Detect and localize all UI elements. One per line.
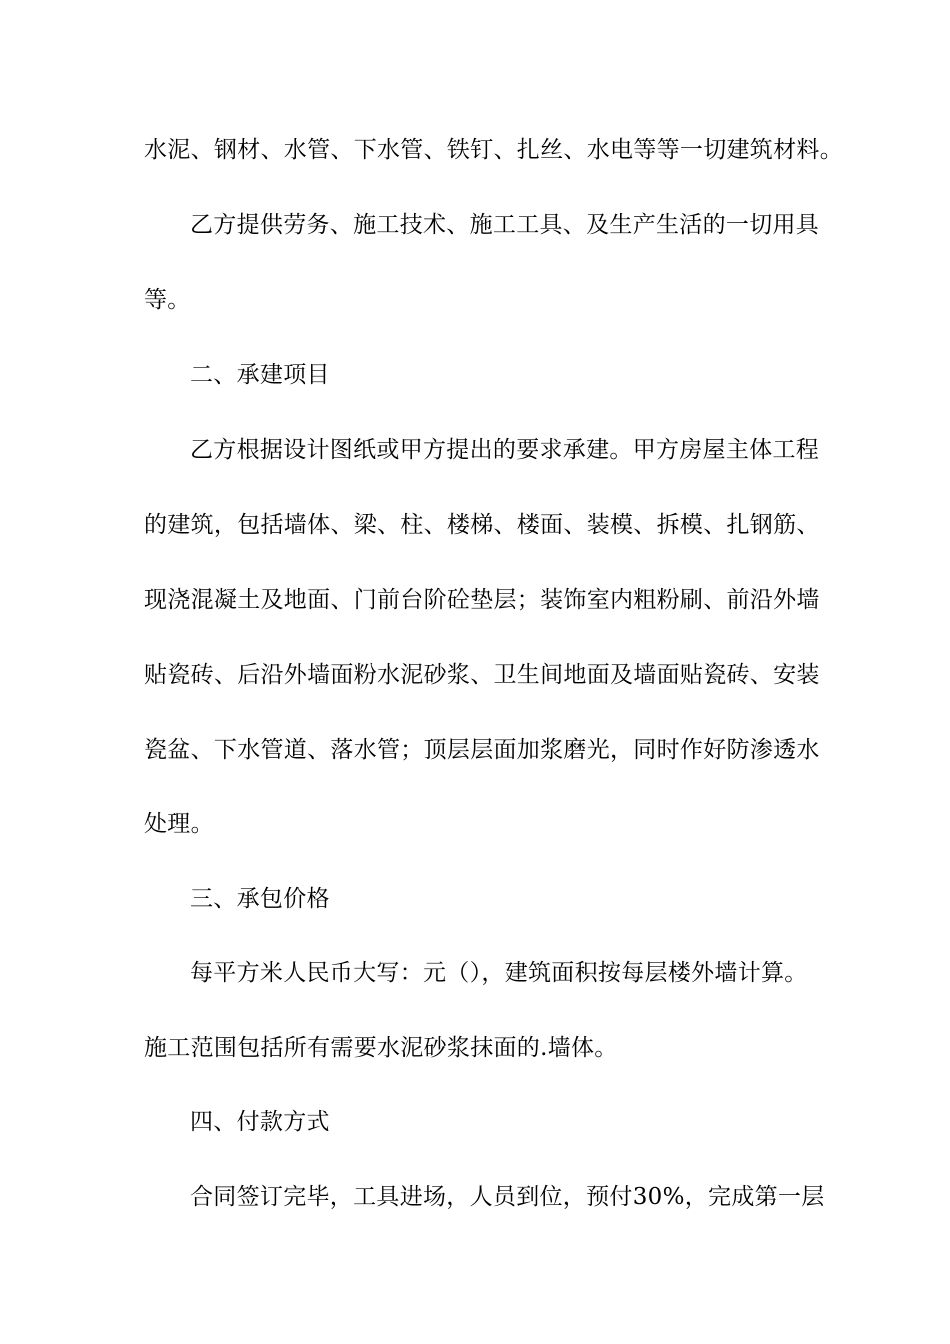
- paragraph-line: 水泥、钢材、水管、下水管、铁钉、扎丝、水电等等一切建筑材料。: [144, 137, 843, 163]
- paragraph-line: 的建筑，包括墙体、梁、柱、楼梯、楼面、装模、拆模、扎钢筋、: [144, 512, 820, 538]
- paragraph-line: 乙方根据设计图纸或甲方提出的要求承建。甲方房屋主体工程: [190, 437, 820, 463]
- paragraph-line: 施工范围包括所有需要水泥砂浆抹面的.墙体。: [144, 1035, 618, 1061]
- section-heading: 四、付款方式: [190, 1109, 330, 1135]
- paragraph-line: 每平方米人民币大写：元（），建筑面积按每层楼外墙计算。: [190, 960, 808, 986]
- paragraph-line: 合同签订完毕，工具进场，人员到位，预付30%，完成第一层: [190, 1184, 825, 1210]
- paragraph-line: 现浇混凝土及地面、门前台阶砼垫层；装饰室内粗粉刷、前沿外墙: [144, 587, 820, 613]
- paragraph-line: 处理。: [144, 811, 214, 837]
- paragraph-line: 乙方提供劳务、施工技术、施工工具、及生产生活的一切用具: [190, 212, 820, 238]
- paragraph-line: 等。: [144, 287, 191, 313]
- section-heading: 二、承建项目: [190, 362, 330, 388]
- section-heading: 三、承包价格: [190, 886, 330, 912]
- paragraph-line: 贴瓷砖、后沿外墙面粉水泥砂浆、卫生间地面及墙面贴瓷砖、安装: [144, 662, 820, 688]
- paragraph-line: 瓷盆、下水管道、落水管；顶层层面加浆磨光，同时作好防渗透水: [144, 737, 820, 763]
